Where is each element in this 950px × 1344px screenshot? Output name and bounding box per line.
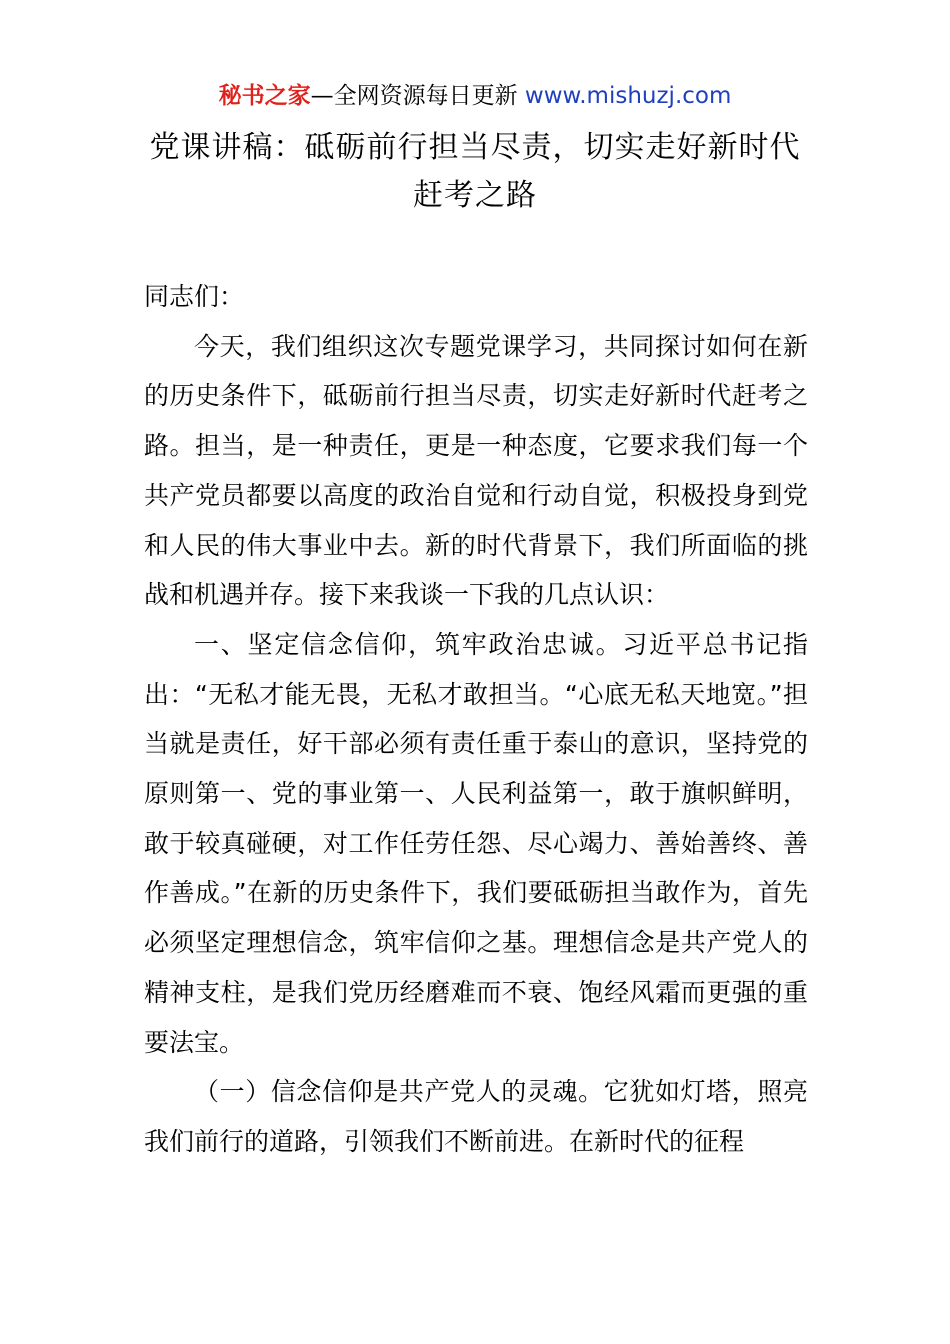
header-tagline: —全网资源每日更新 — [310, 83, 525, 109]
site-url-link[interactable]: www.mishuzj.com — [524, 83, 732, 109]
document-title: 党课讲稿：砥砺前行担当尽责，切实走好新时代赶考之路 — [149, 130, 801, 213]
salutation: 同志们： — [144, 282, 245, 311]
site-header — [0, 78, 950, 114]
document-body — [144, 272, 808, 1167]
paragraph-section-one: 一、坚定信念信仰，筑牢政治忠诚。习近平总书记指出：“无私才能无畏，无私才敢担当。“心底无私天地宽。”担当就是责任，好干部必须有责任重于泰山的意识，坚持党的原则第一、党的事业第一、人民利益第一，敢于旗帜鲜明，敢于较真碰硬，对工作任劳任怨、尽心竭力、善始善终、善作善成。”在新的历史条件下，我们要砥砺担当敢作为，首先必须坚定理想信念，筑牢信仰之基。理想信念是共产党人的精神支柱，是我们党历经磨难而不衰、饱经风霜而更强的重要法宝。 — [144, 629, 808, 1057]
paragraph-subsection-one: （一）信念信仰是共产党人的灵魂。它犹如灯塔，照亮我们前行的道路，引领我们不断前进。在新时代的征程 — [144, 1077, 808, 1156]
paragraph-intro: 今天，我们组织这次专题党课学习，共同探讨如何在新的历史条件下，砥砺前行担当尽责，切实走好新时代赶考之路。担当，是一种责任，更是一种态度，它要求我们每一个共产党员都要以高度的政治自觉和行动自觉，积极投身到党和人民的伟大事业中去。新的时代背景下，我们所面临的挑战和机遇并存。接下来我谈一下我的几点认识： — [144, 331, 808, 610]
brand-name: 秘书之家 — [218, 83, 311, 109]
